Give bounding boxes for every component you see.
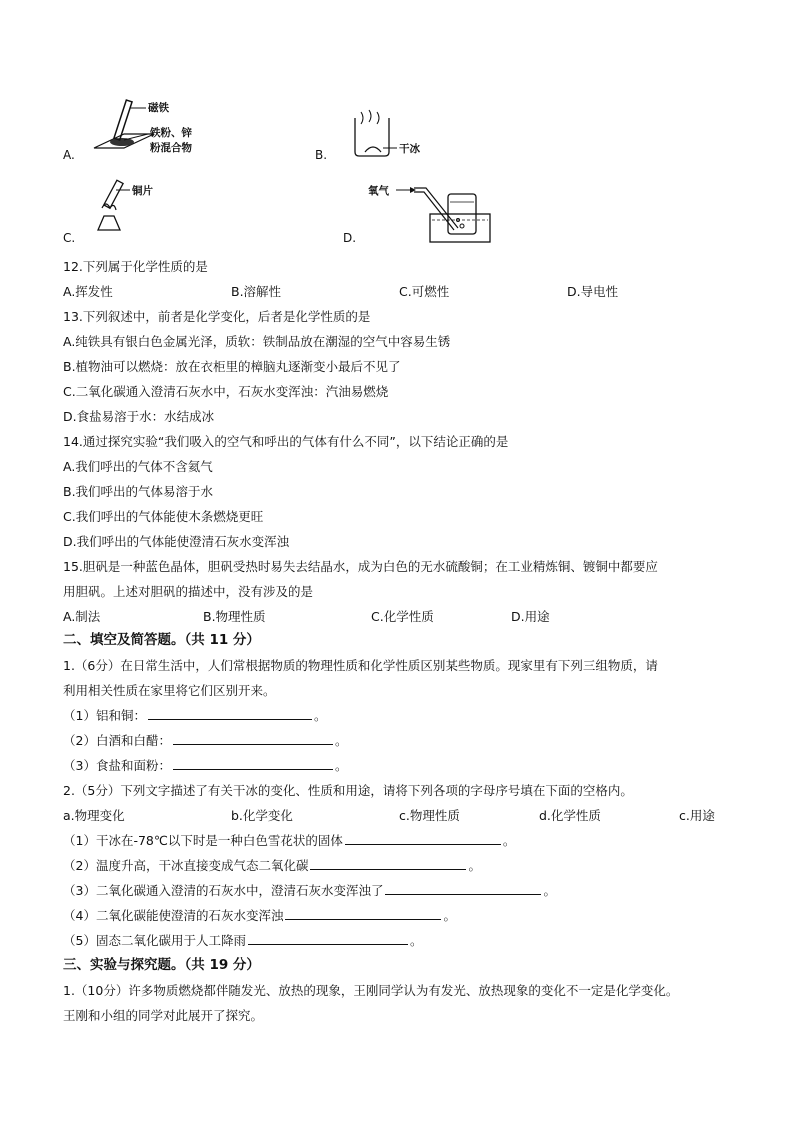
s2-q1-answer-1-blank[interactable] [148, 707, 312, 720]
s2-q2-item-5 [63, 932, 422, 949]
q13-stem: 13.下列叙述中，前者是化学变化，后者是化学性质的是 [63, 309, 371, 324]
q15-option-d: D.用途 [511, 609, 550, 624]
s2-q2-item-1 [63, 832, 515, 849]
q15-option-c: C.化学性质 [371, 609, 434, 624]
s2-q1-item-2-end: 。 [334, 733, 348, 748]
s3-q1-line1: 1.（10分）许多物质燃烧都伴随发光、放热的现象，王刚同学认为有发光、放热现象的变化不一定是化学变化。 [63, 983, 679, 998]
s2-q2-item-4-label: （4）二氧化碳能使澄清的石灰水变浑浊 [63, 908, 284, 923]
s2-q1-item-3-end: 。 [334, 758, 348, 773]
figure-c-label: 铜片 [132, 185, 153, 197]
figure-a-label-powder1: 铁粉、锌 [150, 127, 192, 139]
s2-q2-answer-5-blank[interactable] [248, 932, 408, 945]
s2-q2-choice-e: c.用途 [679, 808, 715, 823]
q14-stem: 14.通过探究实验“我们吸入的空气和呼出的气体有什么不同”，以下结论正确的是 [63, 434, 509, 449]
figure-a-letter: A. [63, 148, 75, 162]
q13-option-c: C.二氧化碳通入澄清石灰水中，石灰水变浑浊：汽油易燃烧 [63, 384, 389, 399]
s2-q2-answer-4-blank[interactable] [285, 907, 441, 920]
q12-option-d: D.导电性 [567, 284, 619, 299]
q14-option-a: A.我们呼出的气体不含氦气 [63, 459, 213, 474]
s2-q2-item-2 [63, 857, 481, 874]
s2-q2-item-4-end: 。 [443, 908, 456, 923]
s2-q1-item-3-label: （3）食盐和面粉： [63, 758, 171, 773]
q15-option-a: A.制法 [63, 609, 101, 624]
s2-q1-item-1-end: 。 [313, 708, 327, 723]
figure-c-copper [88, 174, 178, 238]
s2-q2-choice-d: d.化学性质 [539, 808, 601, 823]
s2-q2-item-5-end: 。 [409, 933, 423, 948]
q12-option-b: B.溶解性 [231, 284, 282, 299]
s2-q1-item-3 [63, 757, 347, 774]
s2-q2-item-3 [63, 882, 556, 899]
s2-q2-item-1-end: 。 [502, 833, 516, 848]
s2-q2-item-3-label: （3）二氧化碳通入澄清的石灰水中，澄清石灰水变浑浊了 [63, 883, 384, 898]
s2-q1-stem-line2: 利用相关性质在家里将它们区别开来。 [63, 683, 276, 698]
s2-q1-item-2-label: （2）白酒和白醋： [63, 733, 171, 748]
magnet-illustration [88, 96, 258, 158]
gas-collection-illustration [366, 180, 496, 246]
section2-title: 二、填空及简答题。（共 11 分） [63, 632, 260, 648]
figure-c-letter: C. [63, 231, 76, 245]
q12-option-c: C.可燃性 [399, 284, 450, 299]
figure-d-oxygen [366, 180, 496, 246]
s2-q2-item-4 [63, 907, 456, 924]
q12-stem: 12.下列属于化学性质的是 [63, 259, 208, 274]
s2-q2-choice-c: c.物理性质 [399, 808, 460, 823]
s2-q2-stem: 2.（5分）下列文字描述了有关干冰的变化、性质和用途，请将下列各项的字母序号填在下面的空格内。 [63, 783, 633, 798]
s2-q1-stem-line1: 1.（6分）在日常生活中，人们常根据物质的物理性质和化学性质区别某些物质。现家里有下列三组物质，请 [63, 658, 658, 673]
q12-option-a: A.挥发性 [63, 284, 113, 299]
q14-option-c: C.我们呼出的气体能使木条燃烧更旺 [63, 509, 264, 524]
s3-q1-line2: 王刚和小组的同学对此展开了探究。 [63, 1008, 264, 1023]
s2-q2-answer-1-blank[interactable] [345, 832, 501, 845]
s2-q2-item-2-end: 。 [468, 858, 481, 873]
q13-option-d: D.食盐易溶于水：水结成冰 [63, 409, 215, 424]
s2-q2-item-5-label: （5）固态二氧化碳用于人工降雨 [63, 933, 246, 948]
figure-a-label-magnet: 磁铁 [148, 102, 169, 114]
burner-illustration [88, 174, 178, 238]
q14-option-b: B.我们呼出的气体易溶于水 [63, 484, 214, 499]
s2-q1-answer-2-blank[interactable] [173, 732, 333, 745]
s2-q1-item-1 [63, 707, 326, 724]
s2-q1-answer-3-blank[interactable] [173, 757, 333, 770]
section3-title: 三、实验与探究题。（共 19 分） [63, 957, 260, 973]
s2-q1-item-1-label: （1）铝和铜： [63, 708, 146, 723]
figure-b-label: 干冰 [399, 143, 420, 155]
s2-q2-answer-3-blank[interactable] [385, 882, 541, 895]
q13-option-a: A.纯铁具有银白色金属光泽，质软：铁制品放在潮湿的空气中容易生锈 [63, 334, 451, 349]
figure-b-letter: B. [315, 148, 328, 162]
beaker-illustration [345, 108, 445, 160]
figure-b-dry-ice [345, 108, 445, 160]
s2-q2-item-2-label: （2）温度升高，干冰直接变成气态二氧化碳 [63, 858, 309, 873]
q14-option-d: D.我们呼出的气体能使澄清石灰水变浑浊 [63, 534, 290, 549]
figure-d-label: 氧气 [368, 185, 389, 197]
s2-q2-choice-b: b.化学变化 [231, 808, 293, 823]
figure-a-label-powder2: 粉混合物 [150, 142, 192, 154]
figure-a-magnet [88, 96, 258, 158]
q15-stem-line2: 用胆矾。上述对胆矾的描述中，没有涉及的是 [63, 584, 314, 599]
q15-option-b: B.物理性质 [203, 609, 266, 624]
s2-q2-item-1-label: （1）干冰在-78℃以下时是一种白色雪花状的固体 [63, 833, 343, 848]
figure-d-letter: D. [343, 231, 357, 245]
q13-option-b: B.植物油可以燃烧：放在衣柜里的樟脑丸逐渐变小最后不见了 [63, 359, 401, 374]
s2-q2-item-3-end: 。 [543, 883, 556, 898]
s2-q1-item-2 [63, 732, 347, 749]
s2-q2-answer-2-blank[interactable] [310, 857, 466, 870]
q15-stem-line1: 15.胆矾是一种蓝色晶体，胆矾受热时易失去结晶水，成为白色的无水硫酸铜；在工业精炼铜、镀铜中都要应 [63, 559, 658, 574]
s2-q2-choice-a: a.物理变化 [63, 808, 125, 823]
